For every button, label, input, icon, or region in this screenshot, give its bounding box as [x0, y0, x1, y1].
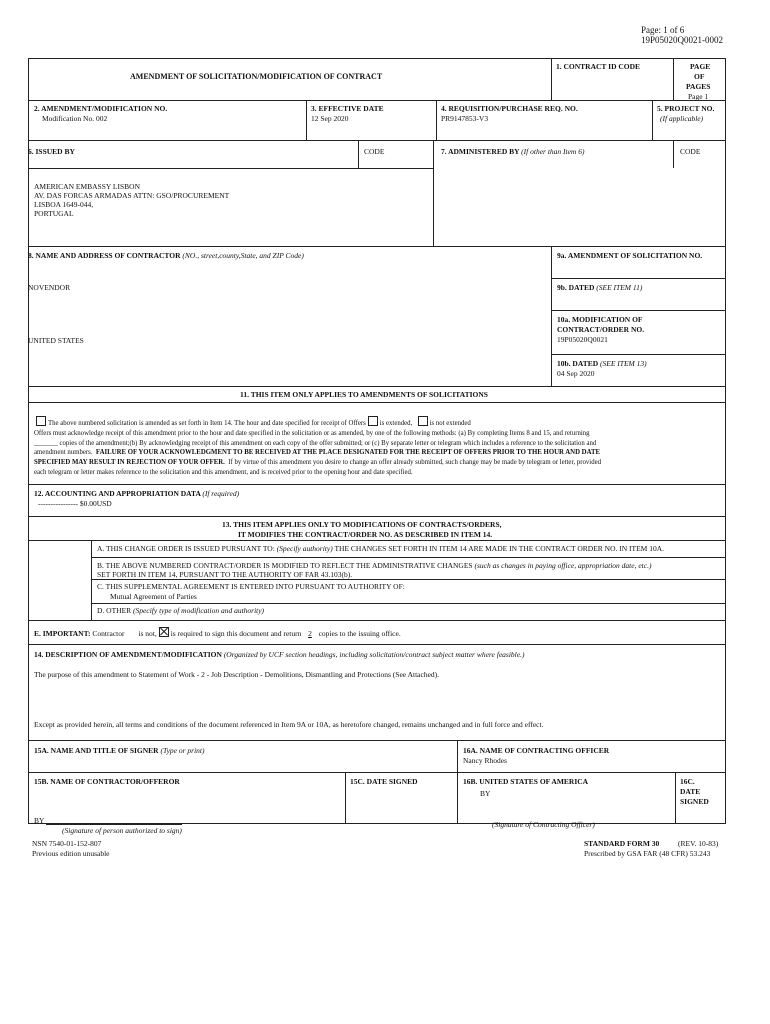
- form-title: AMENDMENT OF SOLICITATION/MODIFICATION OF CONTRACT: [130, 72, 383, 81]
- previous-edition: Previous edition unusable: [32, 849, 110, 858]
- issued-by-label: 6. ISSUED BY: [28, 147, 75, 156]
- effective-date-value: 12 Sep 2020: [311, 114, 349, 123]
- date-signed-16c-3: SIGNED: [680, 797, 709, 806]
- signer-name-label: 15A. NAME AND TITLE OF SIGNER (Type or print): [34, 746, 205, 755]
- contractor-label: 8. NAME AND ADDRESS OF CONTRACTOR (NO., street,county,State, and ZIP Code): [28, 251, 304, 260]
- page-of-pages-pages: PAGES: [686, 82, 711, 91]
- item-11-line-2: Offers must acknowledge receipt of this amendment prior to the hour and date specified in the solicitation or as amended, by one of the following methods: (a) By completing Items 8 and 15, and returning: [34, 429, 590, 437]
- extended-checkbox[interactable]: [368, 416, 378, 426]
- contracting-officer-signature-caption: (Signature of Contracting Officer): [492, 820, 595, 829]
- item-11-line-3: _______ copies of the amendment;(b) By acknowledging receipt of this amendment on each copy of the offer submitted; or (c) By separate letter or telegram which includes a reference to the solicitation and: [34, 439, 597, 447]
- administered-by-label: 7. ADMINISTERED BY (If other than Item 6): [441, 147, 585, 156]
- prescribed-by: Prescribed by GSA FAR (48 CFR) 53.243: [584, 849, 711, 858]
- is-not-checkbox[interactable]: [128, 629, 136, 637]
- solicitation-no-label: 9a. AMENDMENT OF SOLICITATION NO.: [557, 251, 703, 260]
- accounting-label: 12. ACCOUNTING AND APPROPRIATION DATA (If required): [34, 489, 240, 498]
- dated-10b-value: 04 Sep 2020: [557, 369, 595, 378]
- united-states-label: 16B. UNITED STATES OF AMERICA: [463, 777, 589, 786]
- issued-by-address-line-2: AV. DAS FORCAS ARMADAS ATTN: GSO/PROCUREMENT: [34, 191, 230, 200]
- item-13c: C. THIS SUPPLEMENTAL AGREEMENT IS ENTERED INTO PURSUANT TO AUTHORITY OF:: [97, 582, 405, 591]
- page-of-pages-of: OF: [694, 72, 705, 81]
- issued-by-address-line-1: AMERICAN EMBASSY LISBON: [34, 182, 140, 191]
- united-states-by: BY: [480, 789, 491, 798]
- solicitation-amended-checkbox[interactable]: [36, 416, 46, 426]
- administered-by-code-label: CODE: [680, 147, 701, 156]
- dated-10b-label: 10b. DATED (SEE ITEM 13): [557, 359, 647, 368]
- contracting-officer-name: Nancy Rhodes: [463, 756, 507, 765]
- effective-date-label: 3. EFFECTIVE DATE: [311, 104, 384, 113]
- contractor-offeror-label: 15B. NAME OF CONTRACTOR/OFFEROR: [34, 777, 180, 786]
- contractor-name: NOVENDOR: [28, 283, 71, 292]
- project-no-note: (If applicable): [660, 114, 704, 123]
- dated-9b-label: 9b. DATED (SEE ITEM 11): [557, 283, 643, 292]
- item-13b-line-2: SET FORTH IN ITEM 14, PURSUANT TO THE AUTHORITY OF FAR 43.103(b).: [97, 570, 353, 579]
- nsn: NSN 7540-01-152-807: [32, 839, 102, 848]
- item-11-line-6: each telegram or letter makes reference to the solicitation and this amendment, and is received prior to the opening hour and date specified.: [34, 468, 413, 476]
- page-of-pages-value: Page 1: [688, 92, 709, 101]
- item-13c-value: Mutual Agreement of Parties: [110, 592, 197, 601]
- requisition-value: PR9147853-V3: [441, 114, 489, 123]
- contract-id-code-label: 1. CONTRACT ID CODE: [556, 62, 641, 71]
- issued-by-address-line-3: LISBOA 1649-044,: [34, 200, 94, 209]
- item-13b: B. THE ABOVE NUMBERED CONTRACT/ORDER IS MODIFIED TO REFLECT THE ADMINISTRATIVE CHANGES (such as changes in paying office, appropriation date, etc.): [97, 561, 652, 570]
- standard-form: STANDARD FORM 30: [584, 839, 660, 848]
- issued-by-code-label: CODE: [364, 147, 385, 156]
- description-except: Except as provided herein, all terms and conditions of the document referenced in Item 9A or 10A, as heretofore changed, remains unchanged and in full force and effect.: [34, 720, 544, 729]
- copies-count: 2: [308, 629, 312, 638]
- item-13-heading-2: IT MODIFIES THE CONTRACT/ORDER NO. AS DESCRIBED IN ITEM 14.: [238, 530, 493, 539]
- contractor-by: BY: [34, 816, 45, 825]
- contractor-country: UNITED STATES: [28, 336, 84, 345]
- modification-no-label-2: CONTRACT/ORDER NO.: [557, 325, 645, 334]
- item-11-heading: 11. THIS ITEM ONLY APPLIES TO AMENDMENTS OF SOLICITATIONS: [240, 390, 488, 399]
- page-number: Page: 1 of 6: [641, 25, 685, 35]
- contractor-signature-caption: (Signature of person authorized to sign): [62, 826, 182, 835]
- date-signed-16c-1: 16C.: [680, 777, 695, 786]
- modification-no-label-1: 10a. MODIFICATION OF: [557, 315, 643, 324]
- contracting-officer-label: 16A. NAME OF CONTRACTING OFFICER: [463, 746, 610, 755]
- is-required-checkbox[interactable]: [159, 627, 169, 637]
- document-id: 19P05020Q0021-0002: [641, 35, 724, 45]
- amendment-no-value: Modification No. 002: [42, 114, 108, 123]
- contractor-signature-line[interactable]: [46, 824, 182, 825]
- issued-by-address-line-4: PORTUGAL: [34, 209, 74, 218]
- item-13a: A. THIS CHANGE ORDER IS ISSUED PURSUANT TO: (Specify authority) THE CHANGES SET FORTH IN ITEM 14 ARE MADE IN THE CONTRACT ORDER NO. IN ITEM 10A.: [97, 544, 665, 553]
- important-row: E. IMPORTANT: Contractor is not, is required to sign this document and return 2 copies to the issuing office.: [34, 629, 401, 638]
- modification-no-value: 19P05020Q0021: [557, 335, 608, 344]
- description-purpose: The purpose of this amendment to Statement of Work - 2 - Job Description - Demolitions, Dismantling and Protections (See Attached).: [34, 670, 440, 679]
- date-signed-16c-2: DATE: [680, 787, 701, 796]
- date-signed-15c-label: 15C. DATE SIGNED: [350, 777, 418, 786]
- accounting-value: ---------------- $0.00USD: [38, 499, 112, 508]
- project-no-label: 5. PROJECT NO.: [657, 104, 715, 113]
- page-of-pages-label: PAGE: [690, 62, 711, 71]
- item-11-text: The above numbered solicitation is amended as set forth in Item 14. The hour and date specified for receipt of Offers is extended, is not extended Offers must acknowledge receipt of this amendment prior to the hour and date specified in the solicitation or as amended, by one of the following methods: (a) By completing Items 8 and 15, and returning _______ copies of the amendment;(b) By acknowledging receipt of this amendment on each copy of the offer submitted; or (c) By separate letter or telegram which includes a reference to the solicitation and amendment numbers. FAILURE OF YOUR ACKNOWLEDGMENT TO BE RECEIVED AT THE PLACE DESIGNATED FOR THE RECEIPT OF OFFERS PRIOR TO THE HOUR AND DATE SPECIFIED MAY RESULT IN REJECTION OF YOUR OFFER. If by virtue of this amendment you desire to change an offer already submitted, such change may be made by telegram or letter, provided each telegram or letter makes reference to the solicitation and this amendment, and is received prior to the opening hour and date specified.: [34, 416, 724, 478]
- form-revision: (REV. 10-83): [678, 839, 719, 848]
- amendment-no-label: 2. AMENDMENT/MODIFICATION NO.: [34, 104, 168, 113]
- not-extended-checkbox[interactable]: [418, 416, 428, 426]
- item-13-heading-1: 13. THIS ITEM APPLIES ONLY TO MODIFICATIONS OF CONTRACTS/ORDERS,: [222, 520, 502, 529]
- requisition-label: 4. REQUISITION/PURCHASE REQ. NO.: [441, 104, 578, 113]
- item-13d: D. OTHER (Specify type of modification and authority): [97, 606, 265, 615]
- description-label: 14. DESCRIPTION OF AMENDMENT/MODIFICATION (Organized by UCF section headings, including solicitation/contract subject matter where feasible.): [34, 650, 525, 659]
